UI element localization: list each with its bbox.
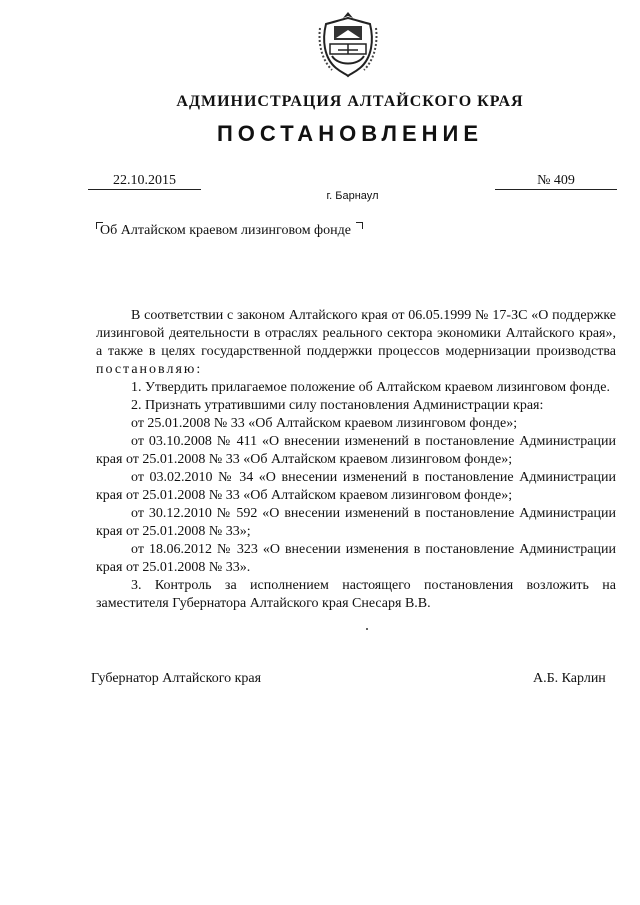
item-3: 3. Контроль за исполнением настоящего постановления возложить на заместителя Губернатора Алтайского края Снесаря В.В. [96,578,616,611]
repealed-item: от 18.06.2012 № 323 «О внесении изменения в постановление Администрации края от 25.01.2008 № 33». [96,542,616,575]
document-type: ПОСТАНОВЛЕНИЕ [216,121,484,146]
decree-word: постановляю [96,362,197,377]
preamble-end: : [196,362,201,377]
coat-of-arms-emblem [316,10,380,78]
document-body [96,307,616,613]
document-subject: Об Алтайском краевом лизинговом фонде [100,223,351,238]
document-number: № 409 [495,173,617,190]
preamble-paragraph [96,307,616,379]
stray-mark [366,628,368,630]
signatory-title: Губернатор Алтайского края [91,671,262,686]
organization-name: АДМИНИСТРАЦИЯ АЛТАЙСКОГО КРАЯ [176,93,524,110]
repealed-item: от 03.10.2008 № 411 «О внесении изменений в постановление Администрации края от 25.01.2008 № 33 «Об Алтайском краевом лизинговом фонде»; [96,434,616,467]
item-1: 1. Утвердить прилагаемое положение об Алтайском краевом лизинговом фонде. [131,380,610,395]
repealed-item: от 30.12.2010 № 592 «О внесении изменений в постановление Администрации края от 25.01.2008 № 33»; [96,506,616,539]
issue-city: г. Барнаул [326,190,379,202]
signatory-name: А.Б. Карлин [533,671,606,686]
preamble-text: В соответствии с законом Алтайского края от 06.05.1999 № 17-ЗС «О поддержке лизинговой деятельности в отраслях реального сектора экономики Алтайского края», а также в целях государственной поддержки процессов модернизации производства [96,308,616,359]
document-date: 22.10.2015 [88,173,201,190]
item-2: 2. Признать утратившими силу постановления Администрации края: [131,398,544,413]
repealed-item: от 03.02.2010 № 34 «О внесении изменений в постановление Администрации края от 25.01.2008 № 33 «Об Алтайском краевом лизинговом фонде»; [96,470,616,503]
repealed-item: от 25.01.2008 № 33 «Об Алтайском краевом лизинговом фонде»; [131,416,518,431]
